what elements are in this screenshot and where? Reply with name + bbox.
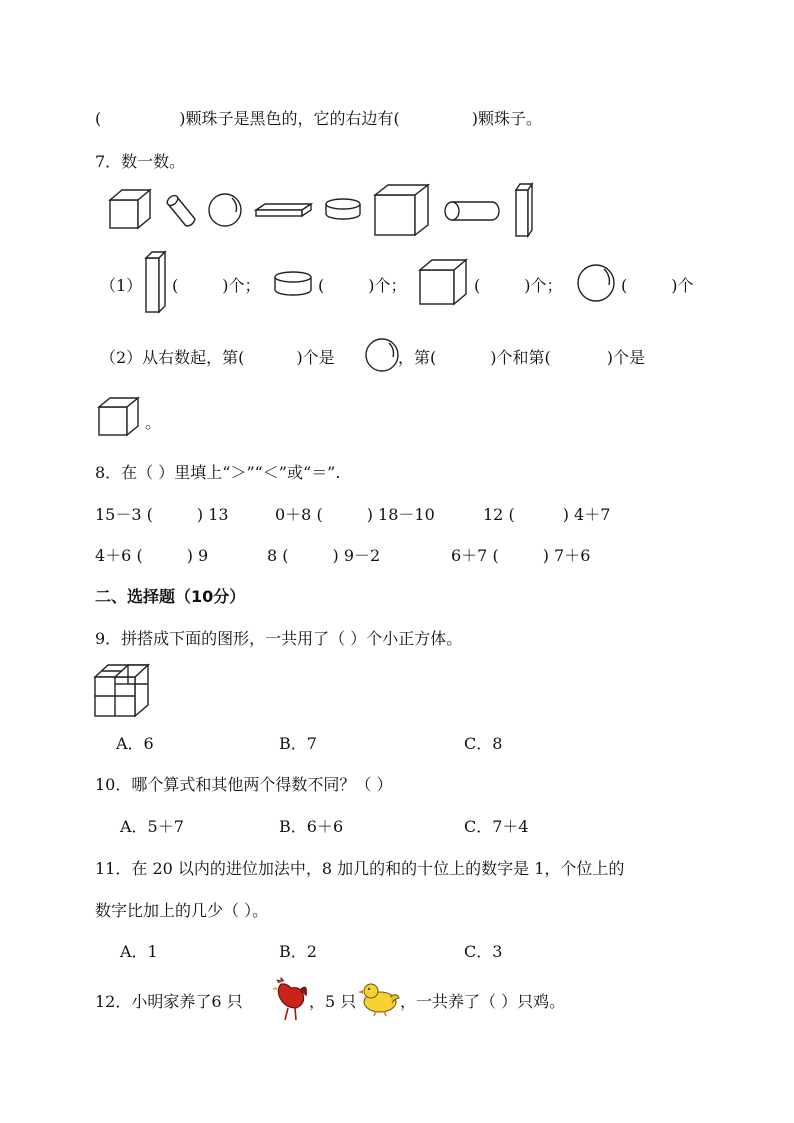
q11-option-c[interactable]: C．3 [464,942,503,961]
q12-text-2: ，5 只 [309,992,357,1011]
text: 6＋7 ( [451,546,499,565]
text: ( [172,276,179,295]
rooster-icon [272,978,306,1020]
q12-text-1: 12．小明家养了6 只 [95,992,243,1011]
q8-row2-item [267,543,380,566]
q11-option-a[interactable]: A．1 [120,942,158,961]
q7-part2-text [398,345,645,368]
q10-option-c[interactable]: C．7＋4 [464,817,529,836]
text: ) 9－2 [332,546,381,565]
q10-title: 10．哪个算式和其他两个得数不同？（ ） [95,775,393,794]
q7-part2-text [100,345,335,368]
tall-cuboid-icon [516,184,532,236]
text: ( [318,276,325,295]
text: ) 18－10 [366,505,435,524]
tall-cuboid-icon [146,252,165,312]
q7-part1-label: （1） [100,276,143,295]
text: )颗珠子。 [471,109,542,128]
text: )个是 [606,348,645,367]
q10-option-a[interactable]: A．5＋7 [120,817,184,836]
sphere-icon [209,194,241,226]
q7-part1-text [172,273,261,296]
section-title: 二、选择题（10分） [95,587,246,606]
text: )颗珠子是黑色的，它的右边有( [179,109,400,128]
long-cuboid-icon [256,204,311,216]
text: ) 13 [196,505,229,524]
q8-row1-item [483,502,610,525]
text: )个； [222,276,261,295]
lying-cylinder-icon [445,202,499,220]
q9-option-a[interactable]: A．6 [116,734,154,753]
q8-row1-item [95,502,229,525]
q11-line2: 数字比加上的几少（ ）。 [95,901,269,920]
q9-title: 9．拼搭成下面的图形，一共用了（ ）个小正方体。 [95,629,463,648]
stacked-cubes-icon [95,665,148,716]
text: )个是 [296,348,335,367]
cube-icon [99,398,138,435]
text: 8 ( [267,546,289,565]
q8-row2-item [95,543,208,566]
text: （2）从右数起，第( [100,348,245,367]
short-cylinder-icon [275,272,311,295]
text: 0＋8 ( [275,505,323,524]
q7-part1-text [474,273,563,296]
text: 4＋6 ( [95,546,143,565]
cylinder-tilted-icon [165,194,195,226]
text: 15－3 ( [95,505,153,524]
text: ( [621,276,628,295]
text: )个； [524,276,563,295]
sphere-icon [578,265,614,301]
text: )个 [671,276,694,295]
q10-option-b[interactable]: B．6＋6 [279,817,344,836]
big-cube-icon [375,185,428,235]
text: ) 9 [186,546,209,565]
q11-option-b[interactable]: B．2 [279,942,317,961]
q7-part1-text [621,273,694,296]
sphere-icon [366,339,398,371]
text: ( [95,109,102,128]
cube-icon [110,190,150,228]
q8-row2-item [451,543,590,566]
text: ( [474,276,481,295]
q7-title: 7．数一数。 [95,152,186,171]
cube-icon [420,260,466,304]
q7-end: 。 [145,413,162,432]
text: ) 7＋6 [542,546,591,565]
text: ，第( [398,348,437,367]
chick-icon [358,984,399,1016]
q11-line1: 11．在 20 以内的进位加法中，8 加几的和的十位上的数字是 1，个位上的 [95,859,625,878]
text: ) 4＋7 [562,505,611,524]
text: 12 ( [483,505,515,524]
q8-title: 8．在（ ）里填上“＞”“＜”或“＝”. [95,463,341,482]
q7-part1-text [318,273,407,296]
text: )个； [368,276,407,295]
short-cylinder-icon [326,199,360,219]
q8-row1-item [275,502,435,525]
q12-text-3: ，一共养了（ ）只鸡。 [400,992,566,1011]
q9-option-b[interactable]: B．7 [279,734,317,753]
text: )个和第( [490,348,551,367]
q9-option-c[interactable]: C．8 [464,734,503,753]
